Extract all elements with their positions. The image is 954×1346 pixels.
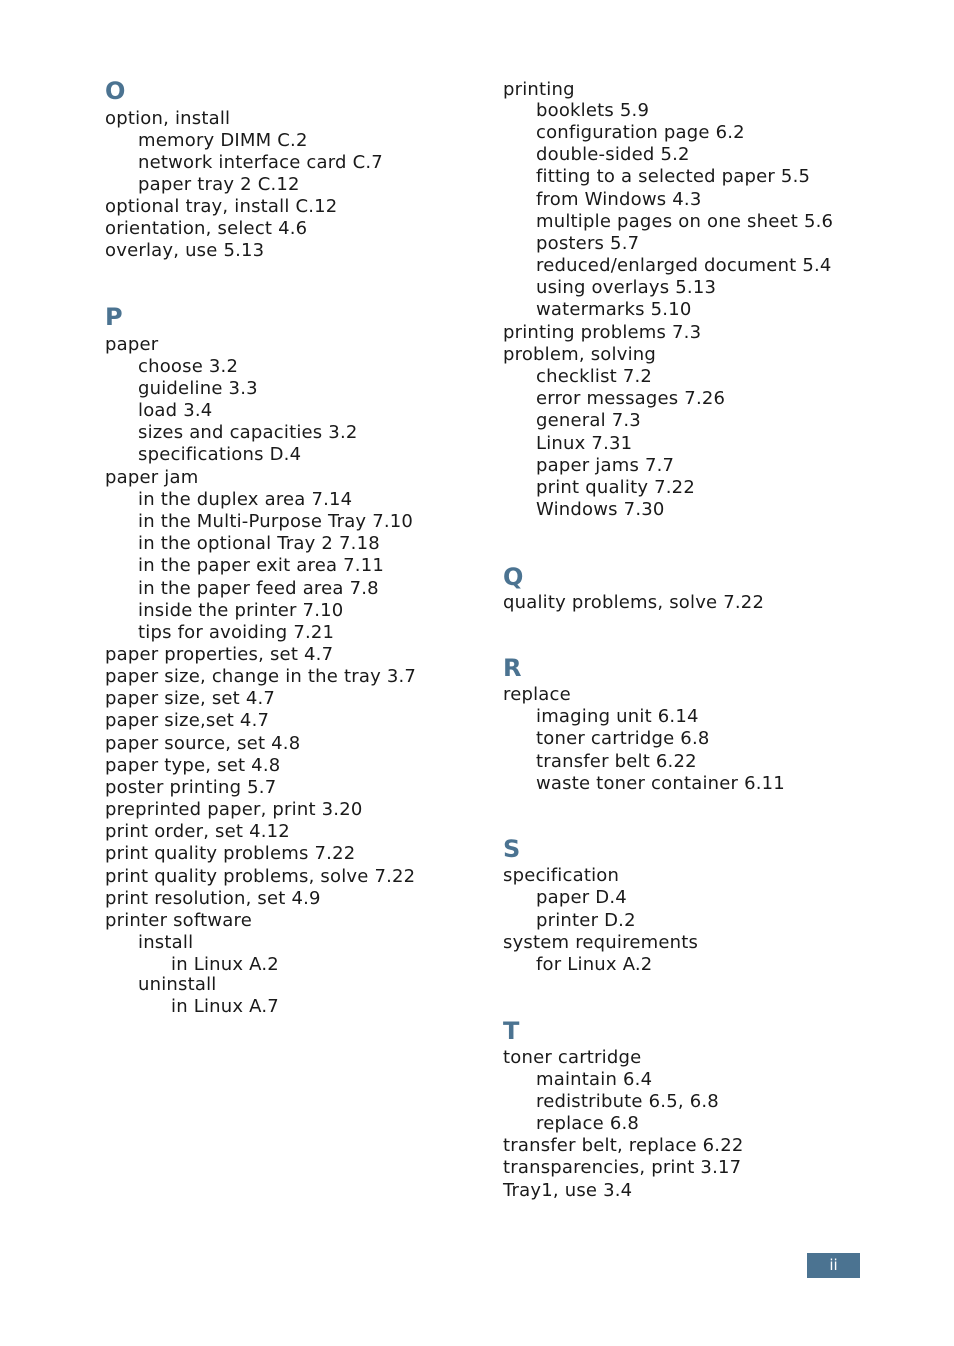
index-entry: paper xyxy=(105,334,159,355)
index-subentry: memory DIMM C.2 xyxy=(138,130,308,151)
index-letter-heading: S xyxy=(503,835,521,863)
index-subentry: network interface card C.7 xyxy=(138,152,383,173)
index-entry: transparencies, print 3.17 xyxy=(503,1157,742,1178)
index-subentry: paper jams 7.7 xyxy=(536,455,675,476)
index-entry: print resolution, set 4.9 xyxy=(105,888,321,909)
index-entry: specification xyxy=(503,865,620,886)
index-entry: print quality problems 7.22 xyxy=(105,843,356,864)
index-subentry: choose 3.2 xyxy=(138,356,239,377)
index-entry: system requirements xyxy=(503,932,699,953)
index-entry: print order, set 4.12 xyxy=(105,821,290,842)
index-entry: optional tray, install C.12 xyxy=(105,196,338,217)
index-letter-heading: P xyxy=(105,303,123,331)
index-subentry: posters 5.7 xyxy=(536,233,640,254)
index-entry: paper properties, set 4.7 xyxy=(105,644,334,665)
index-subentry: for Linux A.2 xyxy=(536,954,653,975)
index-subentry: booklets 5.9 xyxy=(536,100,650,121)
index-entry: option, install xyxy=(105,108,231,129)
index-subentry: replace 6.8 xyxy=(536,1113,640,1134)
index-subentry: in the duplex area 7.14 xyxy=(138,489,353,510)
index-subentry: from Windows 4.3 xyxy=(536,189,702,210)
index-subentry: multiple pages on one sheet 5.6 xyxy=(536,211,834,232)
index-letter-heading: O xyxy=(105,77,126,105)
index-subentry: in the paper exit area 7.11 xyxy=(138,555,385,576)
index-entry: paper size, change in the tray 3.7 xyxy=(105,666,417,687)
index-subentry: in the optional Tray 2 7.18 xyxy=(138,533,380,554)
index-subentry: in Linux A.2 xyxy=(171,954,279,975)
index-subentry: general 7.3 xyxy=(536,410,641,431)
index-entry: print quality problems, solve 7.22 xyxy=(105,866,416,887)
index-entry: replace xyxy=(503,684,571,705)
index-subentry: double-sided 5.2 xyxy=(536,144,690,165)
index-entry: paper type, set 4.8 xyxy=(105,755,281,776)
index-subentry: waste toner container 6.11 xyxy=(536,773,785,794)
index-entry: transfer belt, replace 6.22 xyxy=(503,1135,744,1156)
index-subentry: tips for avoiding 7.21 xyxy=(138,622,335,643)
index-entry: poster printing 5.7 xyxy=(105,777,277,798)
index-subentry: in the Multi-Purpose Tray 7.10 xyxy=(138,511,414,532)
index-entry: printing xyxy=(503,79,575,100)
index-subentry: watermarks 5.10 xyxy=(536,299,692,320)
index-subentry: in the paper feed area 7.8 xyxy=(138,578,379,599)
index-subentry: sizes and capacities 3.2 xyxy=(138,422,358,443)
index-subentry: specifications D.4 xyxy=(138,444,302,465)
index-subentry: uninstall xyxy=(138,974,217,995)
index-subentry: maintain 6.4 xyxy=(536,1069,653,1090)
index-entry: paper size,set 4.7 xyxy=(105,710,270,731)
index-subentry: toner cartridge 6.8 xyxy=(536,728,710,749)
index-subentry: fitting to a selected paper 5.5 xyxy=(536,166,811,187)
index-subentry: Linux 7.31 xyxy=(536,433,633,454)
page-number-tab: ii xyxy=(807,1253,860,1278)
index-entry: Tray1, use 3.4 xyxy=(503,1180,633,1201)
index-subentry: imaging unit 6.14 xyxy=(536,706,699,727)
index-entry: printer software xyxy=(105,910,252,931)
index-subentry: checklist 7.2 xyxy=(536,366,653,387)
index-subentry: transfer belt 6.22 xyxy=(536,751,697,772)
index-entry: paper size, set 4.7 xyxy=(105,688,276,709)
index-letter-heading: T xyxy=(503,1017,520,1045)
index-letter-heading: Q xyxy=(503,563,524,591)
index-subentry: redistribute 6.5, 6.8 xyxy=(536,1091,719,1112)
index-subentry: printer D.2 xyxy=(536,910,636,931)
index-subentry: load 3.4 xyxy=(138,400,213,421)
index-subentry: configuration page 6.2 xyxy=(536,122,745,143)
index-entry: quality problems, solve 7.22 xyxy=(503,592,765,613)
index-subentry: inside the printer 7.10 xyxy=(138,600,344,621)
index-entry: paper source, set 4.8 xyxy=(105,733,301,754)
index-letter-heading: R xyxy=(503,654,522,682)
index-entry: problem, solving xyxy=(503,344,657,365)
index-entry: paper jam xyxy=(105,467,199,488)
index-subentry: error messages 7.26 xyxy=(536,388,726,409)
index-entry: preprinted paper, print 3.20 xyxy=(105,799,363,820)
index-subentry: using overlays 5.13 xyxy=(536,277,717,298)
index-subentry: in Linux A.7 xyxy=(171,996,279,1017)
index-entry: orientation, select 4.6 xyxy=(105,218,308,239)
index-subentry: install xyxy=(138,932,194,953)
index-subentry: paper D.4 xyxy=(536,887,627,908)
index-subentry: print quality 7.22 xyxy=(536,477,695,498)
index-subentry: guideline 3.3 xyxy=(138,378,258,399)
index-subentry: paper tray 2 C.12 xyxy=(138,174,300,195)
index-entry: printing problems 7.3 xyxy=(503,322,702,343)
index-entry: toner cartridge xyxy=(503,1047,642,1068)
index-entry: overlay, use 5.13 xyxy=(105,240,265,261)
index-subentry: Windows 7.30 xyxy=(536,499,665,520)
index-subentry: reduced/enlarged document 5.4 xyxy=(536,255,832,276)
